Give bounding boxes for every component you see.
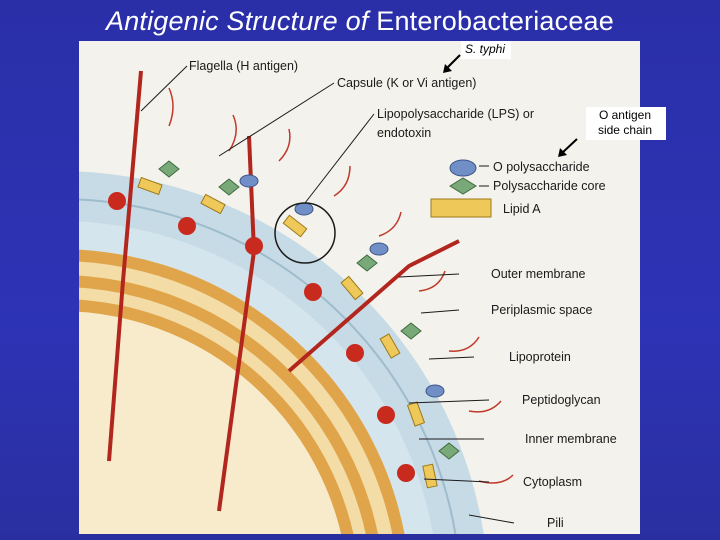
- label-lipid-a: Lipid A: [503, 202, 541, 216]
- envelope-diagram: [79, 41, 640, 534]
- leader-flagella: [141, 66, 187, 111]
- title-italic-part: Antigenic Structure of: [105, 6, 377, 36]
- pilus: [169, 88, 173, 126]
- label-lps-1: Lipopolysaccharide (LPS) or: [377, 107, 535, 121]
- core-legend-icon: [450, 178, 476, 194]
- typhi-callout: S. typhi: [461, 41, 511, 59]
- lipoprotein-dot: [346, 344, 364, 362]
- o-poly: [240, 175, 258, 187]
- o-poly: [295, 203, 313, 215]
- lipoprotein-dot: [397, 464, 415, 482]
- label-outer-membrane: Outer membrane: [491, 267, 586, 281]
- o-antigen-arrow-icon: [556, 137, 580, 159]
- lipoprotein-dot: [108, 192, 126, 210]
- lipoprotein-dot: [245, 237, 263, 255]
- typhi-arrow-icon: [441, 53, 463, 75]
- pilus: [334, 166, 350, 196]
- label-flagella: Flagella (H antigen): [189, 59, 299, 73]
- poly-core: [159, 161, 179, 177]
- pilus: [419, 271, 445, 291]
- pilus: [279, 129, 290, 161]
- leader-periplasmic: [421, 310, 459, 313]
- poly-core: [401, 323, 421, 339]
- leader-lipoprotein: [429, 357, 474, 359]
- label-lipoprotein: Lipoprotein: [509, 350, 571, 364]
- leader-lps: [305, 114, 374, 203]
- o-poly: [426, 385, 444, 397]
- lipid-a-legend-icon: [431, 199, 491, 217]
- pilus: [379, 212, 401, 236]
- label-lps-2: endotoxin: [377, 126, 432, 140]
- label-cytoplasm: Cytoplasm: [523, 475, 583, 489]
- o-antigen-callout: O antigen side chain: [586, 107, 666, 140]
- label-polysaccharide-core: Polysaccharide core: [493, 179, 606, 193]
- label-inner-membrane: Inner membrane: [525, 432, 617, 446]
- label-peptidoglycan: Peptidoglycan: [522, 393, 601, 407]
- leader-outer-membrane: [399, 274, 459, 277]
- pilus: [469, 401, 501, 412]
- lps-legend: [431, 160, 491, 217]
- slide-title: [0, 6, 720, 37]
- pilus: [449, 337, 479, 351]
- label-capsule: Capsule (K or Vi antigen): [337, 76, 477, 90]
- label-o-polysaccharide: O polysaccharide: [493, 160, 590, 174]
- o-poly-legend-icon: [450, 160, 476, 176]
- cell-envelope-figure: [79, 41, 640, 534]
- lipoprotein-dot: [178, 217, 196, 235]
- o-poly: [370, 243, 388, 255]
- lipoprotein-dot: [377, 406, 395, 424]
- label-periplasmic-space: Periplasmic space: [491, 303, 593, 317]
- title-plain-part: Enterobacteriaceae: [376, 6, 614, 36]
- poly-core: [357, 255, 377, 271]
- lipoprotein-dot: [304, 283, 322, 301]
- leader-capsule: [219, 83, 334, 156]
- lipid-a: [283, 215, 306, 236]
- poly-core: [219, 179, 239, 195]
- label-pili: Pili: [547, 516, 564, 530]
